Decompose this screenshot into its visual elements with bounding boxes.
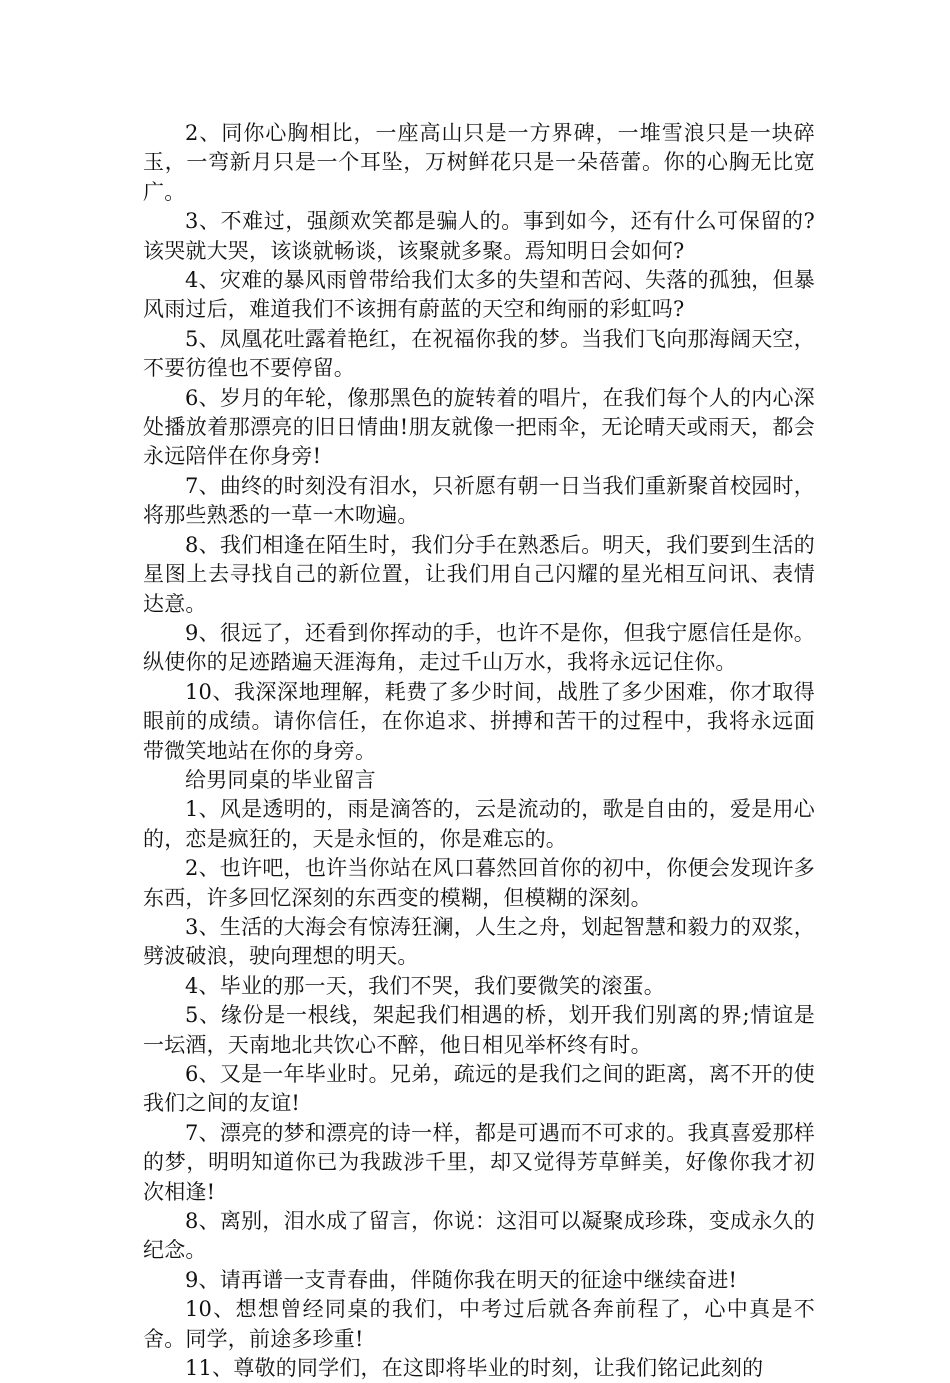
- paragraph: 8、离别，泪水成了留言，你说：这泪可以凝聚成珍珠，变成永久的纪念。: [143, 1209, 815, 1263]
- paragraph: 3、生活的大海会有惊涛狂澜，人生之舟，划起智慧和毅力的双浆，劈波破浪，驶向理想的明天。: [143, 914, 815, 969]
- paragraph: 6、又是一年毕业时。兄弟，疏远的是我们之间的距离，离不开的使我们之间的友谊!: [143, 1062, 815, 1116]
- paragraph: 6、岁月的年轮，像那黑色的旋转着的唱片，在我们每个人的内心深处播放着那漂亮的旧日情曲!朋友就像一把雨伞，无论晴天或雨天，都会永远陪伴在你身旁!: [143, 385, 815, 469]
- document-body: [143, 119, 815, 1383]
- paragraph: 10、我深深地理解，耗费了多少时间，战胜了多少困难，你才取得眼前的成绩。请你信任，在你追求、拼搏和苦干的过程中，我将永远面带微笑地站在你的身旁。: [143, 679, 815, 763]
- paragraph: 11、尊敬的同学们，在这即将毕业的时刻，让我们铭记此刻的: [185, 1356, 764, 1381]
- paragraph: 7、曲终的时刻没有泪水，只祈愿有朝一日当我们重新聚首校园时，将那些熟悉的一草一木吻遍。: [143, 473, 815, 528]
- paragraph: 2、也许吧，也许当你站在风口暮然回首你的初中，你便会发现许多东西，许多回忆深刻的东西变的模糊，但模糊的深刻。: [143, 856, 815, 910]
- paragraph: 2、同你心胸相比，一座高山只是一方界碑，一堆雪浪只是一块碎玉，一弯新月只是一个耳坠，万树鲜花只是一朵蓓蕾。你的心胸无比宽广。: [143, 121, 815, 204]
- paragraph: 4、毕业的那一天，我们不哭，我们要微笑的滚蛋。: [185, 973, 665, 998]
- section-heading: 给男同桌的毕业留言: [185, 767, 376, 792]
- paragraph: 10、想想曾经同桌的我们，中考过后就各奔前程了，心中真是不舍。同学，前途多珍重!: [143, 1297, 815, 1351]
- paragraph: 9、请再谱一支青春曲，伴随你我在明天的征途中继续奋进!: [185, 1267, 738, 1292]
- paragraph: 3、不难过，强颜欢笑都是骗人的。事到如今，还有什么可保留的?该哭就大哭，该谈就畅谈，该聚就多聚。焉知明日会如何?: [143, 209, 815, 263]
- paragraph: 5、缘份是一根线，架起我们相遇的桥，划开我们别离的界;情谊是一坛酒，天南地北共饮心不醉，他日相见举杯终有时。: [143, 1003, 815, 1057]
- paragraph: 1、风是透明的，雨是滴答的，云是流动的，歌是自由的，爱是用心的，恋是疯狂的，天是永恒的，你是难忘的。: [143, 797, 815, 851]
- paragraph: 7、漂亮的梦和漂亮的诗一样，都是可遇而不可求的。我真喜爱那样的梦，明明知道你已为我跋涉千里，却又觉得芳草鲜美，好像你我才初次相逢!: [143, 1120, 815, 1204]
- paragraph: 4、灾难的暴风雨曾带给我们太多的失望和苦闷、失落的孤独，但暴风雨过后，难道我们不该拥有蔚蓝的天空和绚丽的彩虹吗?: [143, 268, 815, 322]
- paragraph: 5、凤凰花吐露着艳红，在祝福你我的梦。当我们飞向那海阔天空，不要彷徨也不要停留。: [143, 326, 815, 381]
- paragraph: 9、很远了，还看到你挥动的手，也许不是你，但我宁愿信任是你。纵使你的足迹踏遍天涯海角，走过千山万水，我将永远记住你。: [143, 620, 815, 675]
- paragraph: 8、我们相逢在陌生时，我们分手在熟悉后。明天，我们要到生活的星图上去寻找自己的新位置，让我们用自己闪耀的星光相互问讯、表情达意。: [143, 532, 815, 616]
